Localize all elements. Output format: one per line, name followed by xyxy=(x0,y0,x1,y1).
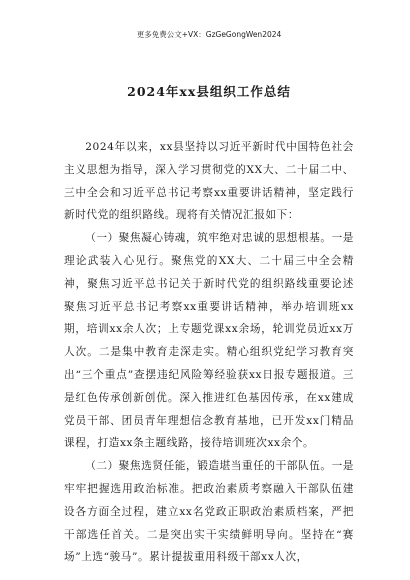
paragraph-section-1: （一）聚焦凝心铸魂，筑牢绝对忠诚的思想根基。一是理论武装入心见行。聚焦党的XX大、二十届三中全会精神，聚焦习近平总书记关于新时代党的组织路线重要论述聚焦习近平总书记考察xx重要讲话精神，举办培训班xx期，培训xx余人次；上专题党课xx余场，轮训党员近xx万人次。二是集中教育走深走实。精心组织党纪学习教育突出“三个重点”查摆违纪风险筹经验获xx日报专题报道。三是红色传承创新创优。深入推进红色基因传承，在xx建成党员干部、团员青年理想信念教育基地，已开发xx门精品课程，打造xx条主题线路，接待培训班次xx余个。 xyxy=(64,232,354,450)
paragraph-intro: 2024年以来，xx县坚持以习近平新时代中国特色社会主义思想为指导，深入学习贯彻党的XX大、二十届二中、三中全会和习近平总书记考察xx重要讲话精神，坚定践行新时代党的组织路线。现将有关情况汇报如下： xyxy=(64,141,354,222)
header-note: 更多免费公文+VX：GzGeGongWen2024 xyxy=(136,30,282,39)
paragraph-section-2: （二）聚焦选贤任能，锻造堪当重任的干部队伍。一是牢牢把握选用政治标准。把政治素质考察融入干部队伍建设各方面全过程，建立xx名党政正职政治素质档案，严把干部选任首关。二是突出实干实绩鲜明导向。坚持在“赛场”上选“骏马”。累计提拔重用科级干部xx人次， xyxy=(64,460,354,564)
document-body xyxy=(64,136,354,569)
document-title: 2024年xx县组织工作总结 xyxy=(127,84,291,99)
